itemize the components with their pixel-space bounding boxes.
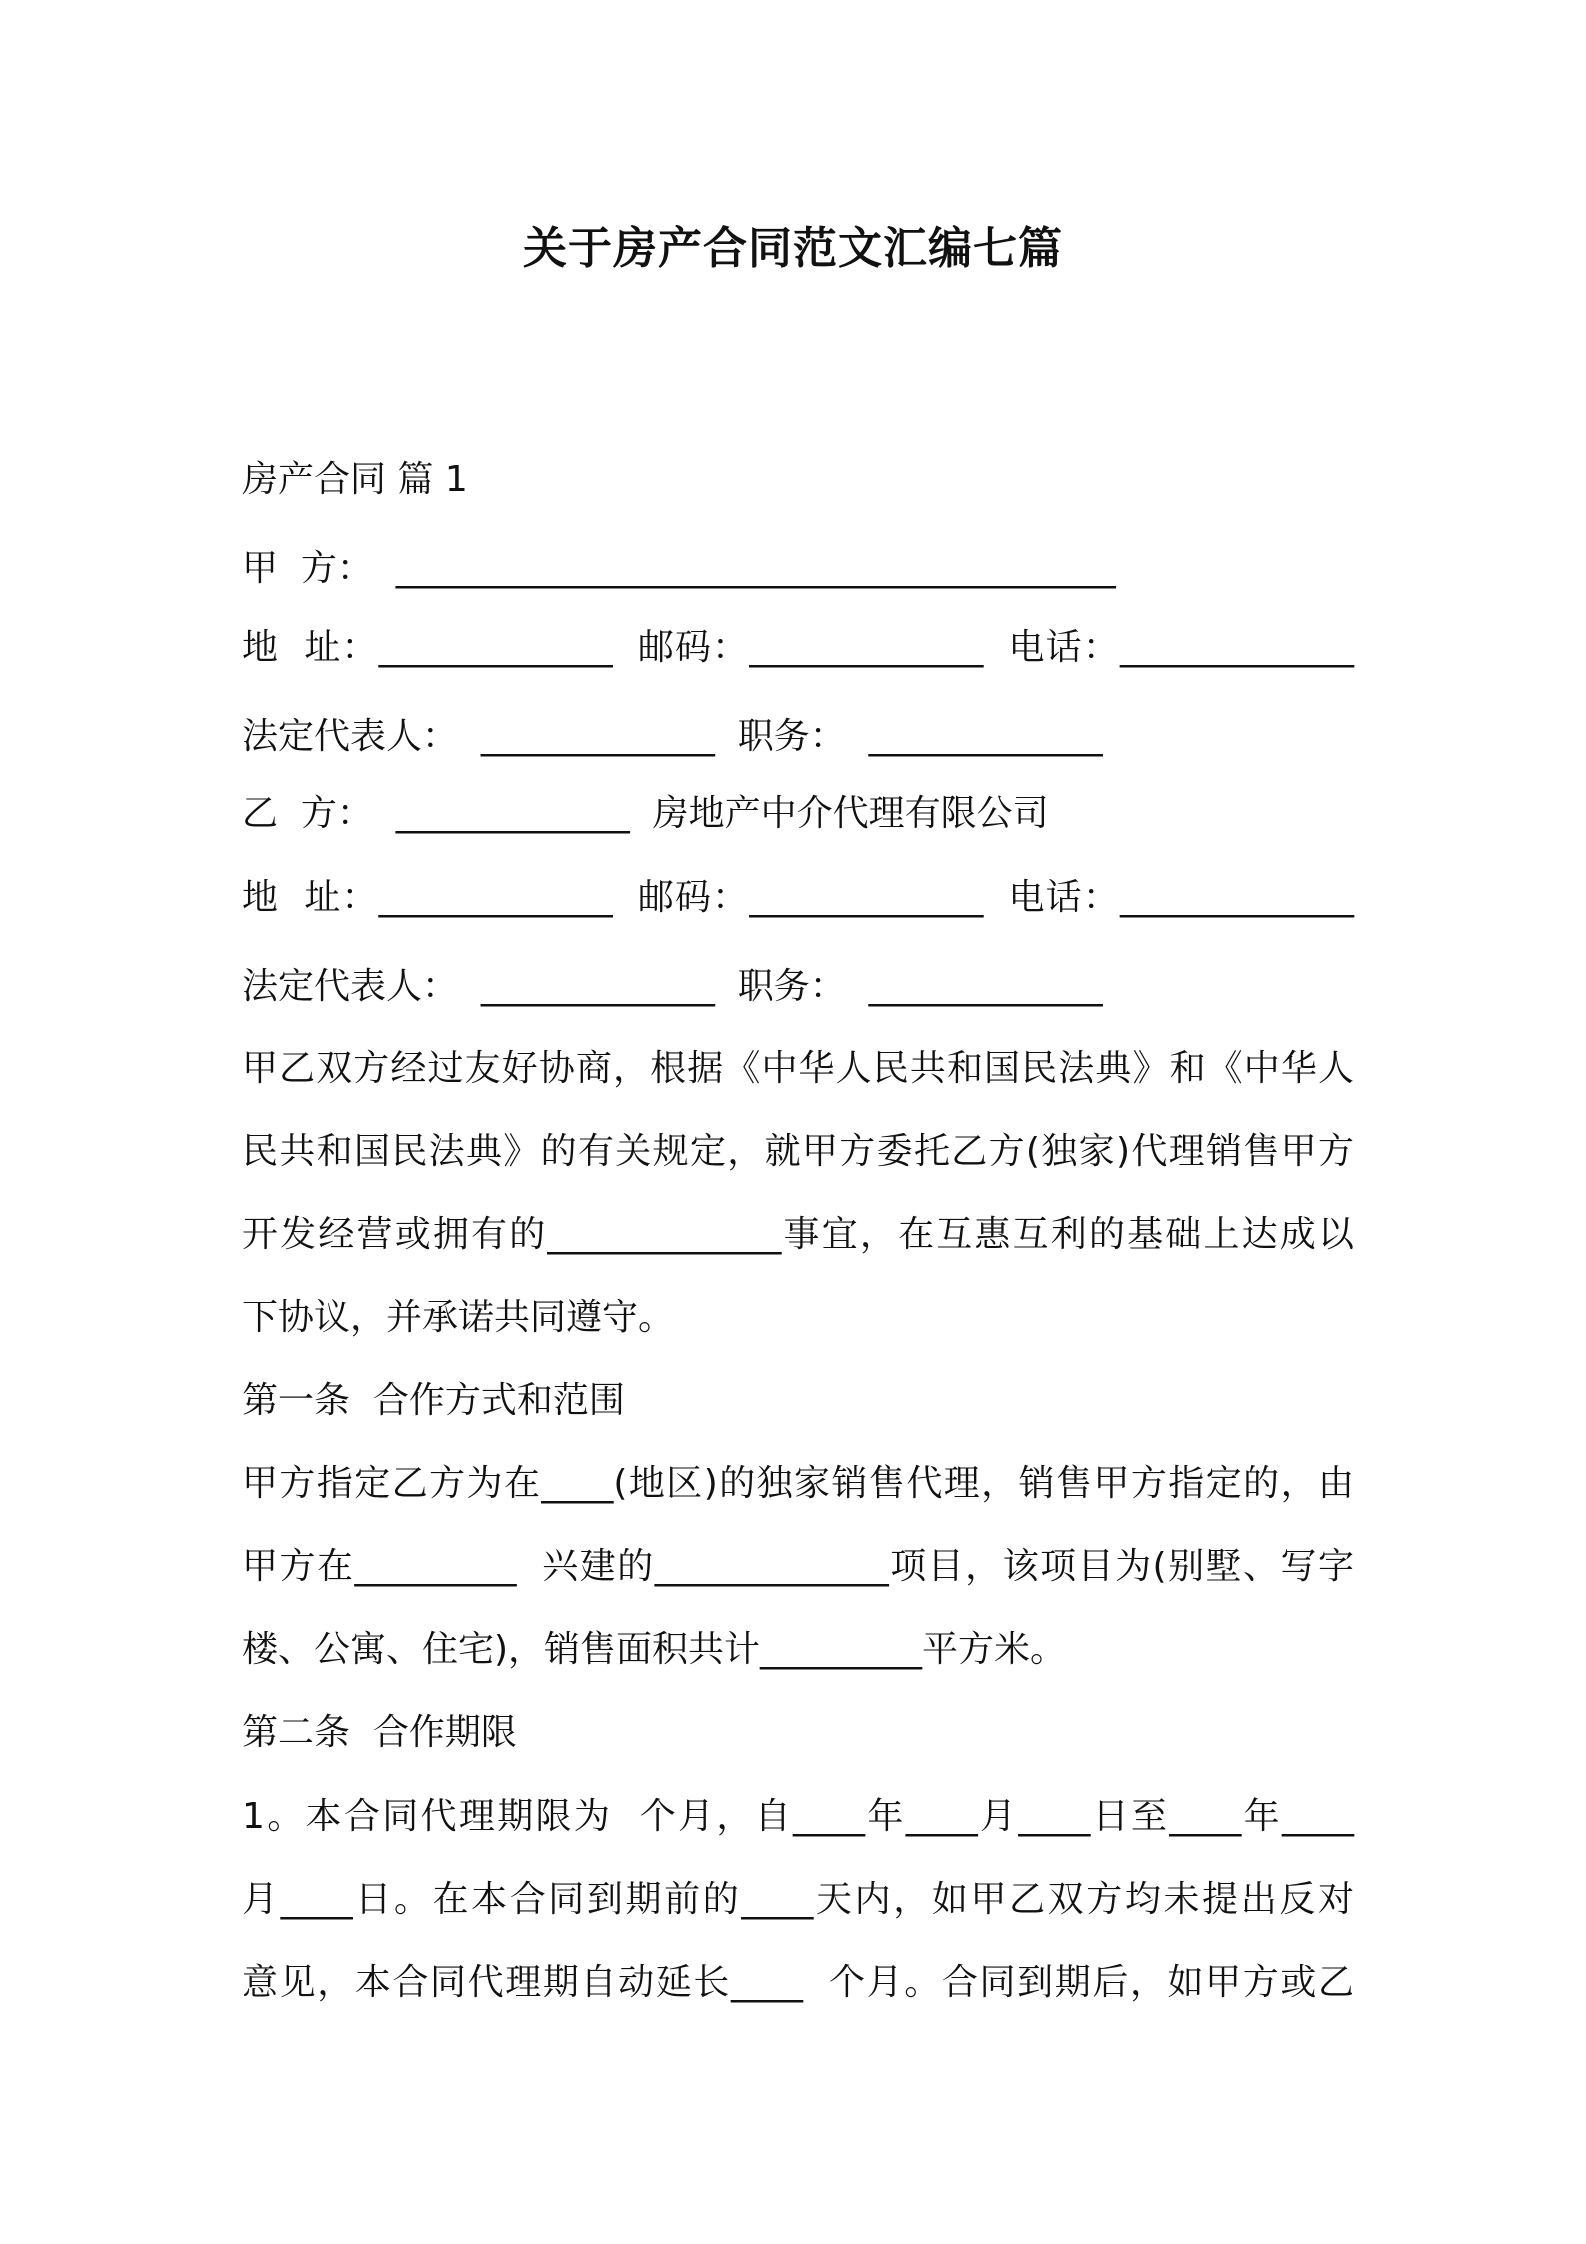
article-1-line-2: 甲方在_________ 兴建的_____________项目，该项目为(别墅、写字 [242, 1546, 1354, 1587]
preamble-line-1: 甲乙双方经过友好协商，根据《中华人民共和国民法典》和《中华人 [242, 1048, 1354, 1089]
article-2-heading: 第二条 合作期限 [242, 1712, 517, 1753]
article-2-line-2: 月____日。在本合同到期前的____天内，如甲乙双方均未提出反对 [242, 1879, 1354, 1920]
article-1-line-1: 甲方指定乙方为在____(地区)的独家销售代理，销售甲方指定的，由 [242, 1463, 1354, 1504]
article-1-line-3: 楼、公寓、住宅)，销售面积共计_________平方米。 [242, 1629, 1067, 1670]
preamble-line-4: 下协议，并承诺共同遵守。 [242, 1297, 675, 1338]
article-2-line-3: 意见，本合同代理期自动延长____ 个月。合同到期后，如甲方或乙 [242, 1962, 1354, 2003]
party-b-rep-line: 法定代表人： _____________ 职务： _____________ [242, 966, 1103, 1007]
preamble-line-2: 民共和国民法典》的有关规定，就甲方委托乙方(独家)代理销售甲方 [242, 1131, 1354, 1172]
preamble-line-3: 开发经营或拥有的_____________事宜，在互惠互利的基础上达成以 [242, 1214, 1354, 1255]
party-b-address-line: 地 址：_____________ 邮码：_____________ 电话：_____________ [242, 877, 1354, 918]
party-a-rep-line: 法定代表人： _____________ 职务： _____________ [242, 716, 1103, 757]
party-a-address-line: 地 址：_____________ 邮码：_____________ 电话：_____________ [242, 627, 1354, 668]
section-heading: 房产合同 篇 1 [242, 459, 468, 500]
article-1-heading: 第一条 合作方式和范围 [242, 1380, 625, 1421]
article-2-line-1: 1。本合同代理期限为 个月，自____年____月____日至____年____ [242, 1796, 1354, 1837]
party-b-line: 乙 方： _____________ 房地产中介代理有限公司 [242, 793, 1049, 834]
party-a-line: 甲 方： ________________________________________ [242, 548, 1116, 589]
document-title: 关于房产合同范文汇编七篇 [523, 223, 1063, 274]
